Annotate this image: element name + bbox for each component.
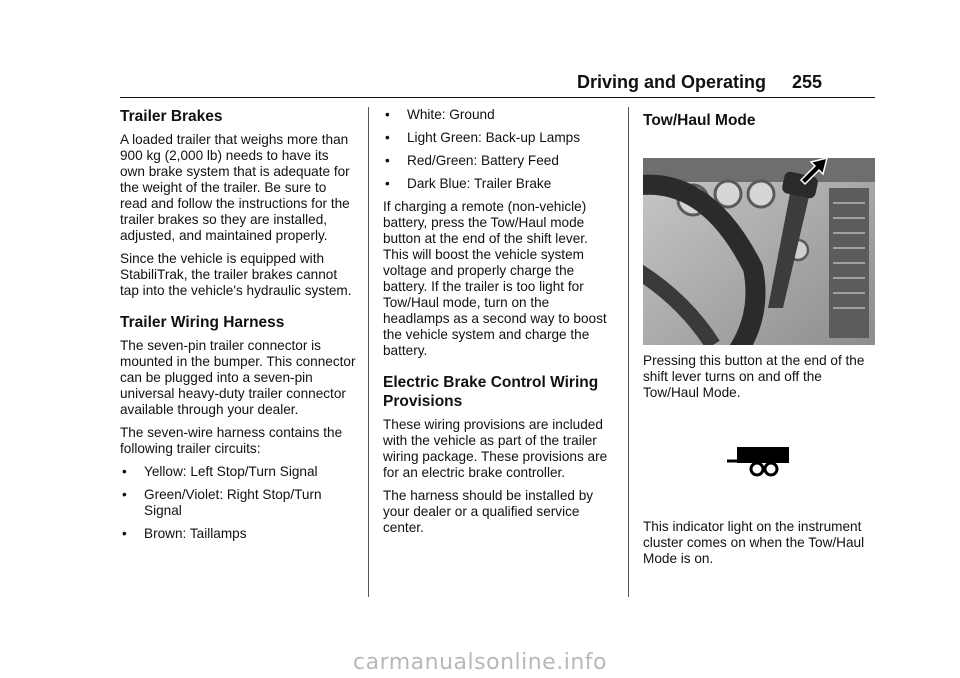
column-divider <box>368 107 369 597</box>
list-item <box>383 153 609 169</box>
bullet-icon: • <box>385 107 390 122</box>
paragraph: The seven-pin trailer connector is mounted in the bumper. This connector can be plugged into a seven-pin universal heavy-duty trailer connector available through your dealer. <box>120 338 356 417</box>
section-title: Driving and Operating <box>577 72 767 92</box>
column-right <box>643 107 875 574</box>
list-item-text: Brown: Taillamps <box>144 526 247 541</box>
list-item <box>120 487 356 519</box>
header-rule <box>120 97 875 98</box>
paragraph: Since the vehicle is equipped with StabiliTrak, the trailer brakes cannot tap into the vehicle's hydraulic system. <box>120 251 352 298</box>
bullet-icon: • <box>385 130 390 145</box>
column-divider <box>628 107 629 597</box>
list-item-text: Light Green: Back-up Lamps <box>407 130 581 145</box>
list-item <box>120 464 356 480</box>
list-item-text: Green/Violet: Right Stop/Turn Signal <box>144 487 322 518</box>
bullet-icon: • <box>385 176 390 191</box>
paragraph: A loaded trailer that weighs more than 900 kg (2,000 lb) needs to have its own brake system that is adequate for the weight of the trailer. Be sure to read and follow the instructions for the trailer brakes so they are installed, adjusted, and maintained properly. <box>120 132 350 243</box>
list-item-text: Yellow: Left Stop/Turn Signal <box>144 464 318 479</box>
shift-lever-photo <box>643 158 875 345</box>
bullet-icon: • <box>122 464 127 479</box>
list-item-text: White: Ground <box>407 107 495 122</box>
trailer-wiring-heading: Trailer Wiring Harness <box>120 314 285 331</box>
list-item-text: Red/Green: Battery Feed <box>407 153 559 168</box>
paragraph: These wiring provisions are included with the vehicle as part of the trailer wiring package. These provisions are for an electric brake controller. <box>383 417 608 480</box>
photo-caption: Pressing this button at the end of the shift lever turns on and off the Tow/Haul Mode. <box>643 353 865 400</box>
bullet-icon: • <box>122 526 127 541</box>
column-middle <box>383 107 609 543</box>
paragraph: The seven-wire harness contains the following trailer circuits: <box>120 425 343 456</box>
paragraph: The harness should be installed by your dealer or a qualified service center. <box>383 488 594 535</box>
paragraph: This indicator light on the instrument cluster comes on when the Tow/Haul Mode is on. <box>643 519 865 566</box>
bullet-icon: • <box>122 487 127 502</box>
tow-haul-heading: Tow/Haul Mode <box>643 112 756 129</box>
list-item <box>383 107 609 123</box>
list-item-text: Dark Blue: Trailer Brake <box>407 176 552 191</box>
electric-brake-heading: Electric Brake Control Wiring Provisions <box>383 374 599 410</box>
list-item <box>383 176 609 192</box>
trailer-brakes-heading: Trailer Brakes <box>120 108 223 125</box>
watermark-text: carmanualsonline.info <box>353 650 607 675</box>
page-header <box>577 72 877 93</box>
paragraph: If charging a remote (non-vehicle) battery, press the Tow/Haul mode button at the end of the shift lever. This will boost the vehicle system voltage and properly charge the battery. If the trailer is too light for Tow/Haul mode, turn on the headlamps as a second way to boost the vehicle system and charge the battery. <box>383 199 607 358</box>
trailer-indicator-icon <box>727 445 791 481</box>
list-item <box>383 130 609 146</box>
column-left <box>120 107 356 549</box>
page-number: 255 <box>792 72 823 92</box>
bullet-icon: • <box>385 153 390 168</box>
list-item <box>120 526 356 542</box>
